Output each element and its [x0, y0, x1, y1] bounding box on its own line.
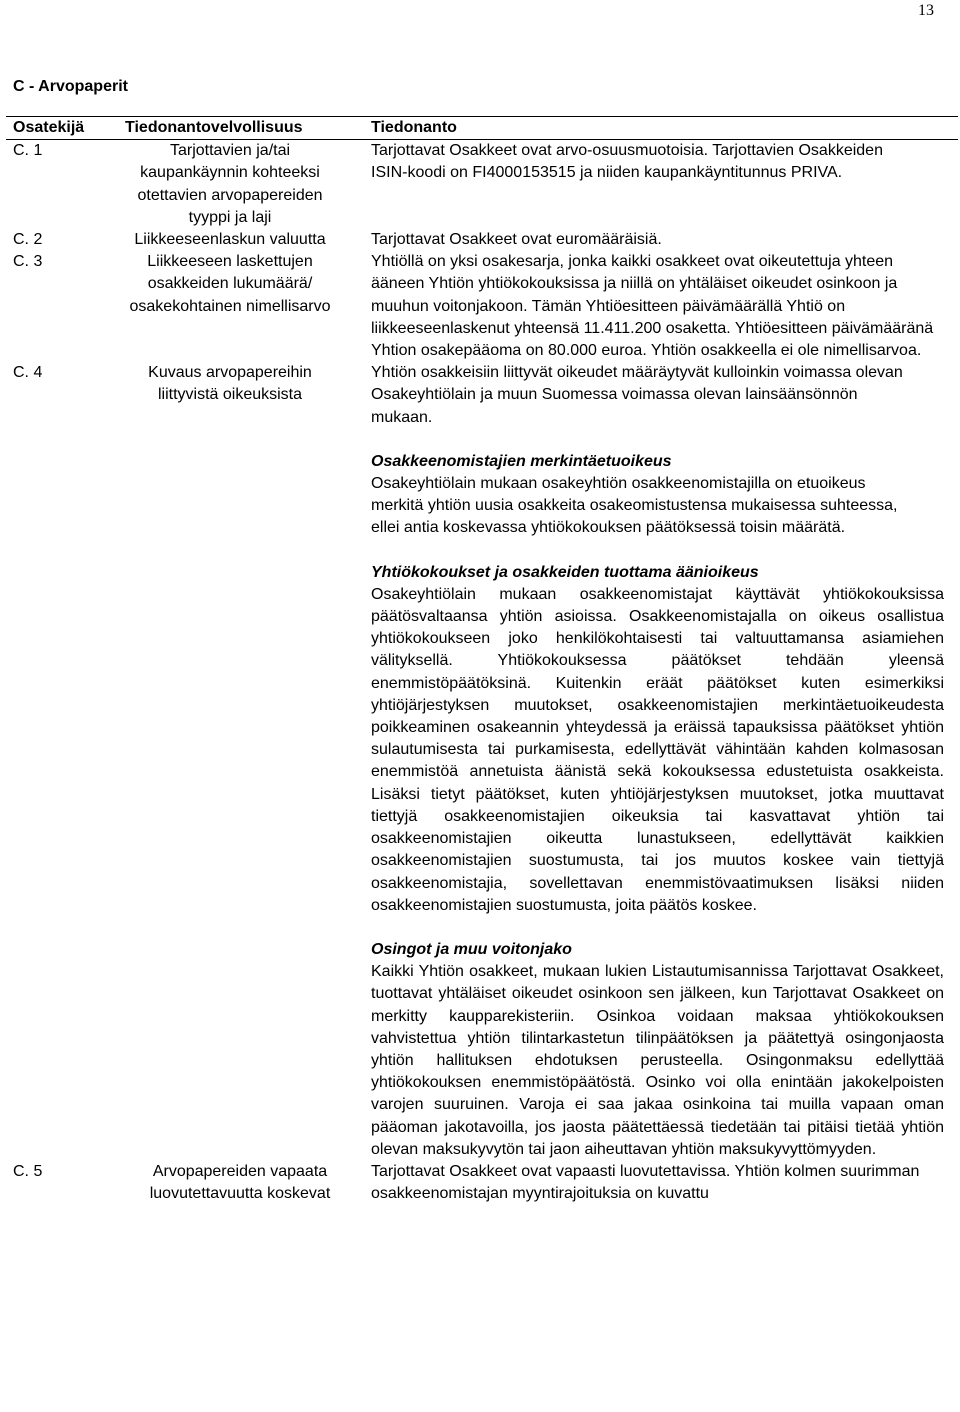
section-heading: Osakkeenomistajien merkintäetuoikeus [371, 452, 672, 470]
rights-intro: Yhtiön osakkeisiin liittyvät oikeudet määräytyvät kulloinkin voimassa olevan Osakeyhtiölain ja muun Suomessa voimassa olevan lainsäänsönnön mukaan. [371, 364, 903, 426]
row-disclosure: Tarjottavat Osakkeet ovat arvo-osuusmuotoisia. Tarjottavien Osakkeiden ISIN-koodi on FI4000153515 ja niiden kaupankäyntitunnus PRIVA. [371, 142, 883, 182]
row-obligation: Tarjottavien ja/tai kaupankäynnin kohteeksi otettavien arvopapereiden tyyppi ja laji [137, 142, 323, 226]
row-id: C. 3 [13, 253, 43, 271]
header-obligation: Tiedonantovelvollisuus [118, 117, 364, 140]
table-row-c5 [6, 1161, 958, 1205]
row-obligation: Liikkeeseenlaskun valuutta [134, 231, 326, 249]
row-disclosure: Tarjottavat Osakkeet ovat euromääräisiä. [371, 231, 662, 249]
row-obligation: Kuvaus arvopapereihin liittyvistä oikeuksista [148, 364, 312, 404]
row-obligation: Arvopapereiden vapaata luovutettavuutta koskevat [149, 1162, 331, 1203]
row-obligation: Liikkeeseen laskettujen osakkeiden lukumäärä/ osakekohtainen nimellisarvo [129, 253, 331, 315]
section-title: C - Arvopaperit [13, 78, 128, 95]
section-heading: Yhtiökokoukset ja osakkeiden tuottama äänioikeus [371, 563, 759, 581]
table-header-row [6, 117, 958, 140]
section-text: Kaikki Yhtiön osakkeet, mukaan lukien Listautumisannissa Tarjottavat Osakkeet, tuottavat yhtäläiset oikeudet osinkoon sen jälkeen, kun Tarjottavat Osakkeet on merkitty kaupparekisteriin. Osinkoa voidaan maksaa yhtiökokouksen vahvistettua yhtiön tilintarkastetun tilinpäätöksen ja päätettyä osingonjaosta yhtiön hallituksen ehdotuksen perusteella. Osingonmaksu edellyttää yhtiökokouksen enemmistöpäätöstä. Osinko voi olla enintään jakokelpoisten varojen suuruinen. Varoja ei saa jakaa osinkoina tai muilla vapaan oman pääoman jakotavoilla, jos jaosta päätettäessä tiedetään tai pitäisi tietää yhtiön olevan maksukyvytön tai jaon aiheuttavan yhtiön maksukyvyttömyyden. [371, 963, 944, 1158]
row-disclosure: Yhtiöllä on yksi osakesarja, jonka kaikki osakkeet ovat oikeutettuja yhteen ääneen Yhtiön yhtiökokouksissa ja niillä on yhtäläiset oikeudet osinkoon ja muuhun voitonjakoon. Tämän Yhtiöesitteen päivämäärällä Yhtiö on liikkeeseenlaskenut yhteensä 11.411.200 osaketta. Yhtiöesitteen päivämääränä Yhtion osakepääoma on 80.000 euroa. Yhtiön osakkeella ei ole nimellisarvoa. [371, 253, 934, 360]
row-id: C. 1 [13, 142, 43, 160]
table-row-c2 [6, 229, 958, 251]
row-disclosure: Tarjottavat Osakkeet ovat vapaasti luovutettavissa. Yhtiön kolmen suurimman osakkeenomistajan myyntirajoituksia on kuvattu [371, 1162, 920, 1203]
section-text: Osakeyhtiölain mukaan osakkeenomistajat käyttävät yhtiökokouksissa päätösvaltaansa yhtiön asioissa. Osakkeenomistajalla on oikeus osallistua yhtiökokoukseen joko henkilökohtaisesti tai valtuuttamansa asiamiehen välityksellä. Yhtiökokouksessa päätökset tehdään yleensä enemmistöpäätöksinä. Kuitenkin eräät päätökset kuten esimerkiksi yhtiöjärjestyksen muutokset, osakkeenomistajien merkintäetuoikeudesta poikkeaminen osakeannin yhteydessä ja eräissä tapauksissa päätökset yhtiön sulautumisesta tai purkamisesta, edellyttävät vähintään kahden kolmasosan enemmistöä annetuista äänistä sekä kokouksessa edustetuista osakkeista. Lisäksi tietyt päätökset, kuten yhtiöjärjestyksen muutokset, jotka muuttavat tiettyjä osakkeenomistajien oikeuksia tai kasvattavat yhtiön tai osakkeenomistajien oikeutta lunastukseen, edellyttävät kaikkien osakkeenomistajien suostumusta, tai jos muutos koskee vain tiettyjä osakkeenomistajia, sovellettavan enemmistövaatimuksen lisäksi niiden osakkeenomistajien suostumusta, joita päätös koskee. [371, 585, 944, 914]
header-disclosure: Tiedonanto [364, 117, 958, 140]
table-row-c1 [6, 140, 958, 229]
table-row-c4 [6, 362, 958, 1161]
row-disclosure [364, 362, 958, 1161]
section-heading: Osingot ja muu voitonjako [371, 940, 572, 958]
page-number: 13 [918, 2, 934, 19]
header-id: Osatekijä [6, 117, 118, 140]
table-row-c3 [6, 251, 958, 362]
row-id: C. 5 [13, 1162, 43, 1180]
row-id: C. 4 [13, 364, 43, 382]
disclosure-table [6, 116, 958, 1205]
row-id: C. 2 [13, 231, 43, 249]
section-text: Osakeyhtiölain mukaan osakeyhtiön osakkeenomistajilla on etuoikeus merkitä yhtiön uusia osakkeita osakeomistustensa mukaisessa suhteessa, ellei antia koskevassa yhtiökokouksen päätöksessä toisin määrätä. [371, 475, 898, 537]
